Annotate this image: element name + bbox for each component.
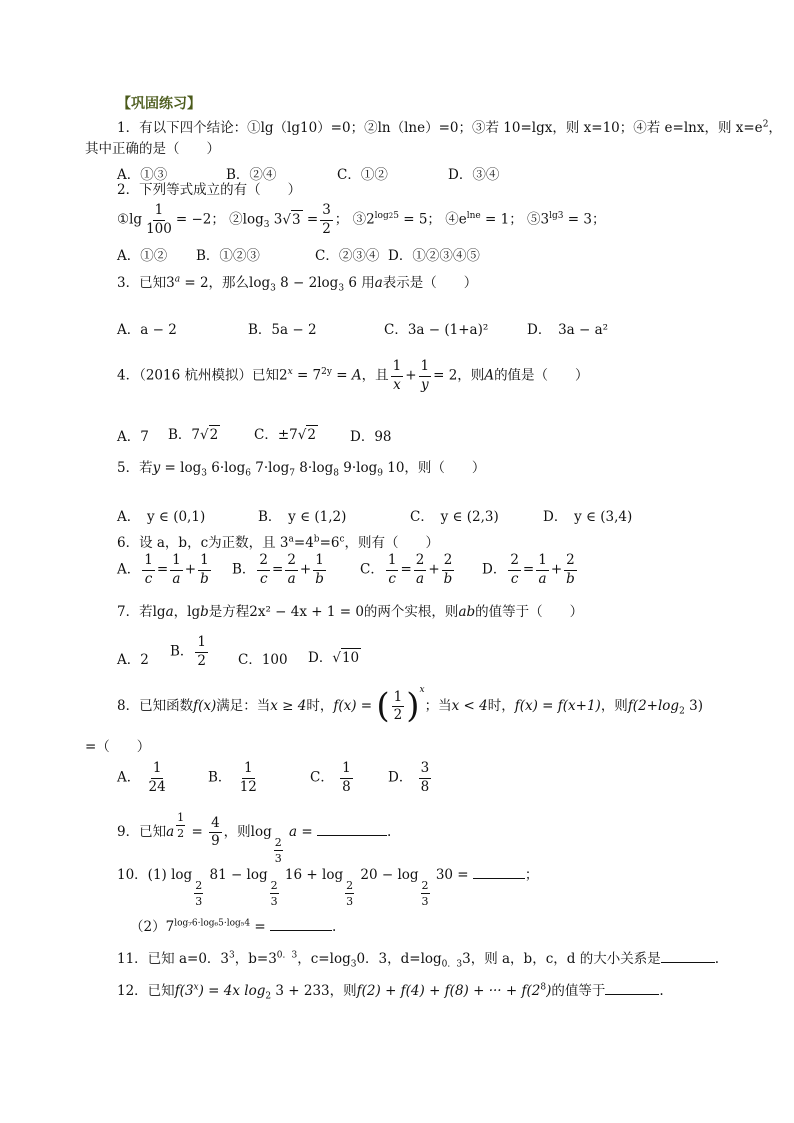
q1-option-b: B．②④ (226, 167, 277, 183)
question-4-stem: 4．（2016 杭州模拟）已知$2^x = 7^{2y} = A$，且 $\frac{1}{x}$ + $\frac{1}{y}$ = 2，则A的值是（ ） (117, 358, 589, 393)
q5-option-a: A． y ∈ (0,1) (117, 509, 206, 525)
q6-option-c: C． $\frac{1}{c}$ = $\frac{2}{a}$ + $\frac{2}{b}$ (360, 552, 453, 587)
answer-blank[interactable] (473, 866, 525, 879)
frac-3-2: $\frac{3}{2}$ (322, 202, 331, 237)
question-10-part-1: 10．(1) log $\frac{2}{3}$ 81 − log $\frac{2}{3}$ 16 + log $\frac{2}{3}$ 20 − log $\frac{2}{3}$ 30 = ； (117, 867, 539, 908)
q6-option-d: D． $\frac{2}{c}$ = $\frac{1}{a}$ + $\frac{2}{b}$ (482, 552, 575, 587)
section-heading: 【巩固练习】 (117, 96, 201, 112)
q5-option-c: C． y ∈ (2,3) (410, 509, 499, 525)
question-9-stem: 9．已知a $^{\frac{1}{2}}$ = $\frac{4}{9}$ ，则log $\frac{2}{3}$ a = . (117, 811, 392, 865)
q1-option-a: A．①③ (117, 167, 168, 183)
question-11: 11．已知 a=0．$3^3$，$b=3^{0.3}$，$c=\log_30$．3，$d=\log_{0.3}3$，则 a，b，c，d 的大小关系是 . (117, 950, 719, 970)
q7-option-b: B． $\frac{1}{2}$ (170, 634, 207, 669)
q7-option-c: C．100 (238, 652, 288, 668)
q2-option-a: A．①② (117, 248, 168, 264)
question-8-stem: 8．已知函数f(x)满足：当x ≥ 4时，f(x) = ( $\frac{1}{2}$ )$^x$；当x < 4时，f(x) = f(x+1)，则$f(2+\log_2$ 3) (117, 685, 703, 726)
question-1-line-1: 1．有以下四个结论：①lg（lg10）=0；②ln（lne）=0；③若 10=lgx，则 x=10；④若 e=lnx，则 $x=e^2$， (117, 119, 782, 136)
q3-option-c: C．3a − (1+a)² (384, 322, 489, 338)
q8-option-a: A． $\frac{1}{24}$ (117, 760, 166, 795)
q4-option-c: C．±7√2 (254, 427, 316, 443)
q5-option-b: B． y ∈ (1,2) (258, 509, 347, 525)
answer-blank[interactable] (317, 823, 387, 836)
sqrt-3: √3 (282, 211, 301, 228)
q7-option-a: A．2 (117, 652, 149, 668)
q6-option-b: B． $\frac{2}{c}$ = $\frac{2}{a}$ + $\frac{1}{b}$ (232, 552, 324, 587)
q3-option-b: B．5a − 2 (248, 322, 317, 338)
q5-option-d: D． y ∈ (3,4) (543, 509, 633, 525)
answer-blank[interactable] (605, 982, 659, 995)
q4-option-b: B．7√2 (168, 427, 219, 443)
question-2-stem: 2．下列等式成立的有（ ） (117, 182, 302, 198)
q2-option-d: D．①②③④⑤ (388, 248, 480, 264)
q2-option-b: B．①②③ (196, 248, 260, 264)
question-10-part-2: $(2)7^{log_76\cdot log_65\cdot log_54}$ = . (130, 918, 337, 935)
q6-option-a: A． $\frac{1}{c}$ = $\frac{1}{a}$ + $\frac{1}{b}$ (117, 552, 209, 587)
q4-option-a: A．7 (117, 429, 149, 445)
q1-option-d: D．③④ (448, 167, 500, 183)
question-2-equations: ①lg $\frac{1}{100}$ = −2； $②\log_3$ 3√3 = $\frac{3}{2}$ ； $③2^{log25} = 5$； $④e^{lne} = 1$； $⑤3^{lg3} = 3$； (117, 202, 606, 237)
q7-option-d: D．√10 (308, 650, 360, 666)
question-5-stem: 5．若$y = \log_3 6\cdot\log_6$ $7\cdot\log_7$ $8\cdot\log_8$ $9\cdot\log_9$ 10，则（ ） (117, 460, 486, 479)
q3-option-d: D． 3a − a² (527, 322, 609, 338)
q8-option-b: B． $\frac{1}{12}$ (208, 760, 257, 795)
question-12: 12．已知$f(3^x) = 4x$ $\log_2 3 + 233$，则f(2) + f(4) + f(8) + ··· + $f(2^8)$的值等于 . (117, 982, 664, 1002)
q1-option-c: C．①② (337, 167, 388, 183)
answer-blank[interactable] (270, 918, 332, 931)
question-7-stem: 7．若lga，lgb是方程2x² − 4x + 1 = 0的两个实根，则ab的值等于（ ） (117, 604, 584, 620)
q8-option-d: D． $\frac{3}{8}$ (388, 760, 430, 795)
question-3-stem: 3．已知$3^a = 2$，那么$\log_3 8 - 2\log_3$ 6 用a表示是（ ） (117, 274, 478, 294)
question-6-stem: 6．设 a，b，c为正数，且 $3^a=4^b=6^c$，则有（ ） (117, 534, 440, 551)
frac-1-100: $\frac{1}{100}$ (146, 202, 172, 237)
q2-option-c: C．②③④ (315, 248, 380, 264)
answer-blank[interactable] (661, 950, 715, 963)
q3-option-a: A．a − 2 (117, 322, 177, 338)
q8-option-c: C． $\frac{1}{8}$ (310, 760, 351, 795)
question-8-line-2: =（ ） (85, 739, 151, 755)
q4-option-d: D．98 (350, 429, 392, 445)
question-1-line-2: 其中正确的是（ ） (85, 141, 220, 157)
